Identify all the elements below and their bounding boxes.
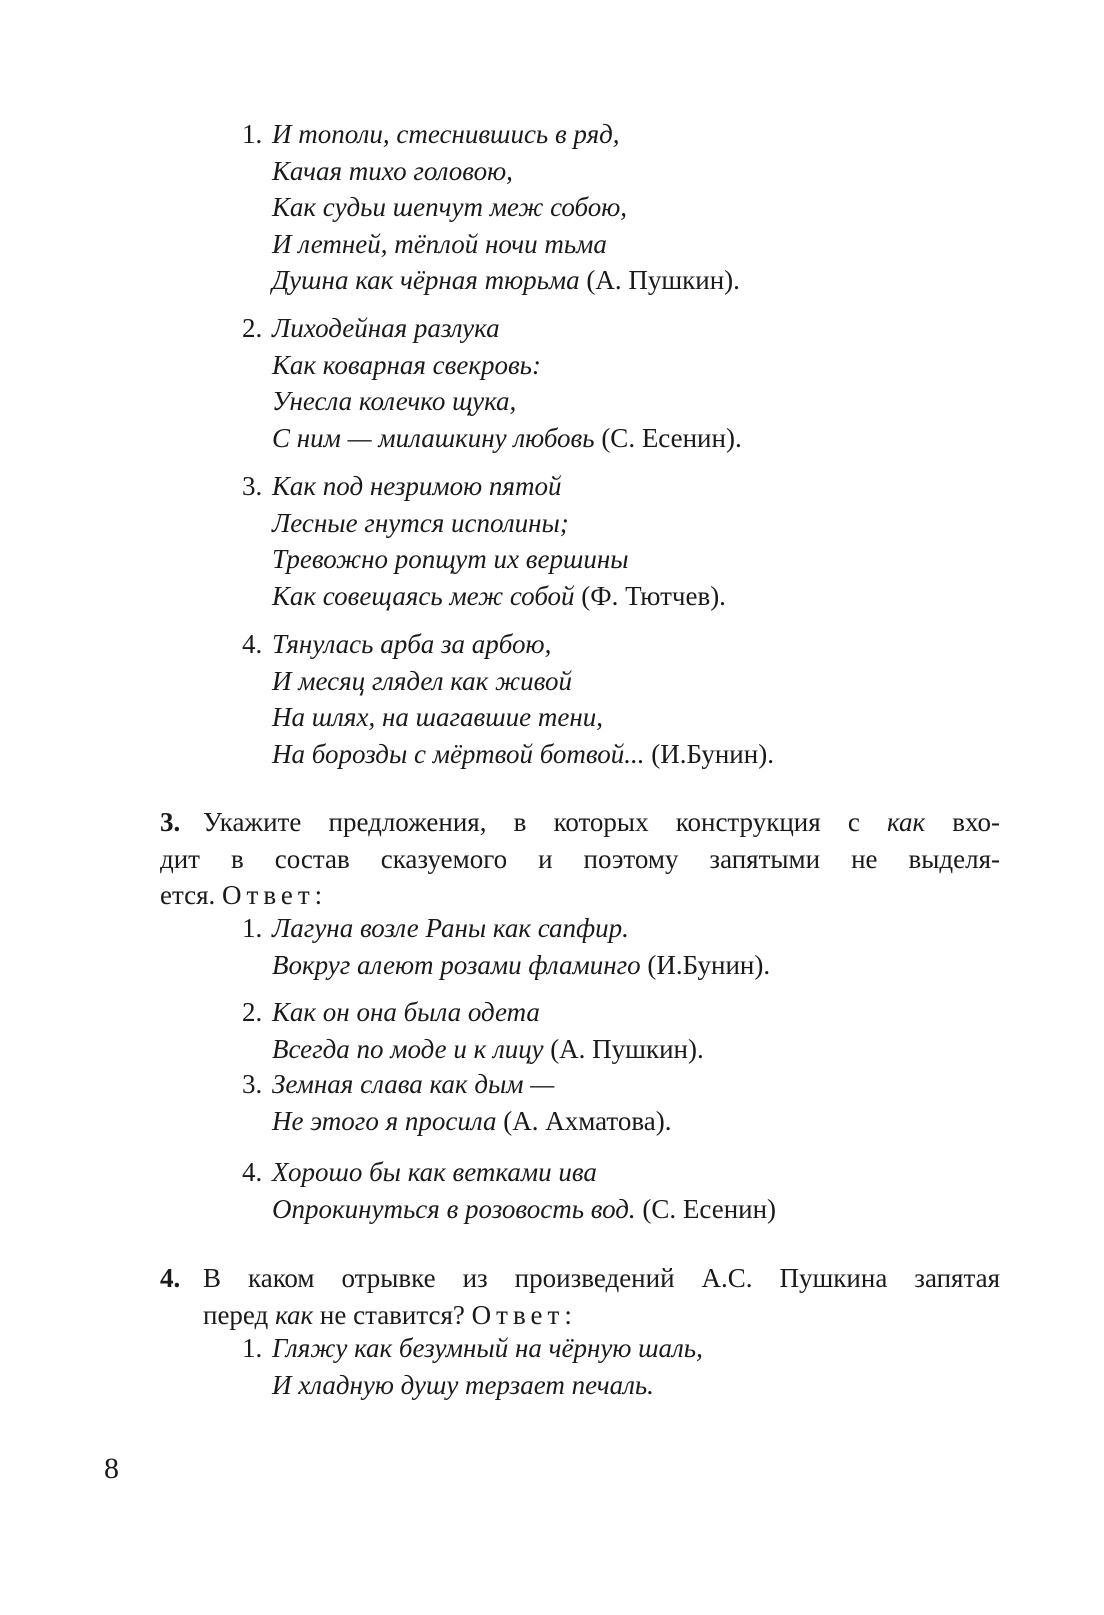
poem-a2 <box>242 310 742 456</box>
poem-line: Вокруг алеют розами фламинго <box>272 949 641 980</box>
poem-line: Лиходейная разлука <box>272 313 500 343</box>
task-3 <box>160 804 1000 914</box>
poem-b4 <box>242 1154 776 1227</box>
poem-b3 <box>242 1066 671 1139</box>
item-number: 1. <box>242 119 263 149</box>
poem-line: С ним — милашкину любовь <box>272 422 595 453</box>
poem-line: Опрокинуться в розовость вод. <box>272 1193 636 1224</box>
poem-line: Хорошо бы как ветками ива <box>272 1157 597 1187</box>
poem-source: (И.Бунин). <box>644 738 774 769</box>
answer-label: Ответ: <box>222 880 328 910</box>
task-4 <box>160 1260 1000 1333</box>
poem-line: Всегда по моде и к лицу <box>272 1033 544 1064</box>
item-number: 3. <box>242 1069 263 1099</box>
poem-source: (А. Пушкин). <box>579 265 740 295</box>
task-text-line: Укажите предложения, в которых конструкция с как вхо- <box>203 807 1000 837</box>
poem-line: И месяц глядел как живой <box>272 665 573 696</box>
poem-line: Унесла колечко щука, <box>272 386 517 416</box>
poem-line: И летней, тёплой ночи тьма <box>272 228 607 259</box>
poem-a3 <box>242 468 726 614</box>
task-text-line: ется. Ответ: <box>160 880 328 910</box>
poem-line: Тянулась арба за арбою, <box>272 629 552 659</box>
poem-source: (Ф. Тютчев). <box>574 580 726 611</box>
poem-source: (А. Пушкин). <box>543 1033 704 1064</box>
poem-line: И тополи, стеснившись в ряд, <box>272 119 620 149</box>
task-text-line: дит в состав сказуемого и поэтому запятыми не выделя- <box>160 843 1000 874</box>
poem-a1 <box>242 116 740 299</box>
poem-line: Как он она была одета <box>272 997 540 1027</box>
poem-source: (И.Бунин). <box>640 949 771 980</box>
item-number: 4. <box>242 629 263 659</box>
task-text-line: В каком отрывке из произведений А.С. Пушкина запятая <box>203 1263 1000 1293</box>
poem-b1 <box>242 910 770 983</box>
poem-line: Лесные гнутся исполины; <box>272 507 569 538</box>
poem-line: Качая тихо головою, <box>272 155 513 186</box>
poem-line: Тревожно ропщут их вершины <box>272 544 629 574</box>
poem-line: Как под незримою пятой <box>272 471 562 501</box>
poem-c1 <box>242 1330 703 1403</box>
poem-line: Земная слава как дым — <box>272 1069 555 1099</box>
task-text-line: перед как не ставится? Ответ: <box>203 1299 577 1330</box>
poem-line: Как судьи шепчут меж собою, <box>272 192 628 222</box>
poem-line: На борозды с мёртвой ботвой... <box>272 738 645 769</box>
poem-line: Лагуна возле Раны как сапфир. <box>272 913 629 943</box>
item-number: 3. <box>242 471 263 501</box>
item-number: 2. <box>242 997 263 1027</box>
poem-line: На шлях, на шагавшие тени, <box>272 702 603 732</box>
poem-line: И хладную душу терзает печаль. <box>272 1369 654 1400</box>
poem-b2 <box>242 994 704 1067</box>
poem-source: (С. Есенин). <box>594 422 742 453</box>
task-number: 4. <box>160 1263 181 1293</box>
answer-label: Ответ: <box>471 1299 577 1330</box>
poem-line: Как совещаясь меж собой <box>272 580 575 611</box>
poem-line: Как коварная свекровь: <box>272 349 541 380</box>
poem-line: Не этого я просила <box>272 1105 497 1136</box>
poem-a4 <box>242 626 774 772</box>
poem-source: (А. Ахматова). <box>496 1105 672 1136</box>
poem-line: Гляжу как безумный на чёрную шаль, <box>272 1333 703 1363</box>
poem-line: Душна как чёрная тюрьма <box>272 265 580 295</box>
task-number: 3. <box>160 807 181 837</box>
item-number: 4. <box>242 1157 263 1187</box>
item-number: 1. <box>242 1333 263 1363</box>
item-number: 1. <box>242 913 263 943</box>
item-number: 2. <box>242 313 263 343</box>
poem-source: (С. Есенин) <box>635 1193 777 1224</box>
page-number: 8 <box>104 1452 119 1485</box>
